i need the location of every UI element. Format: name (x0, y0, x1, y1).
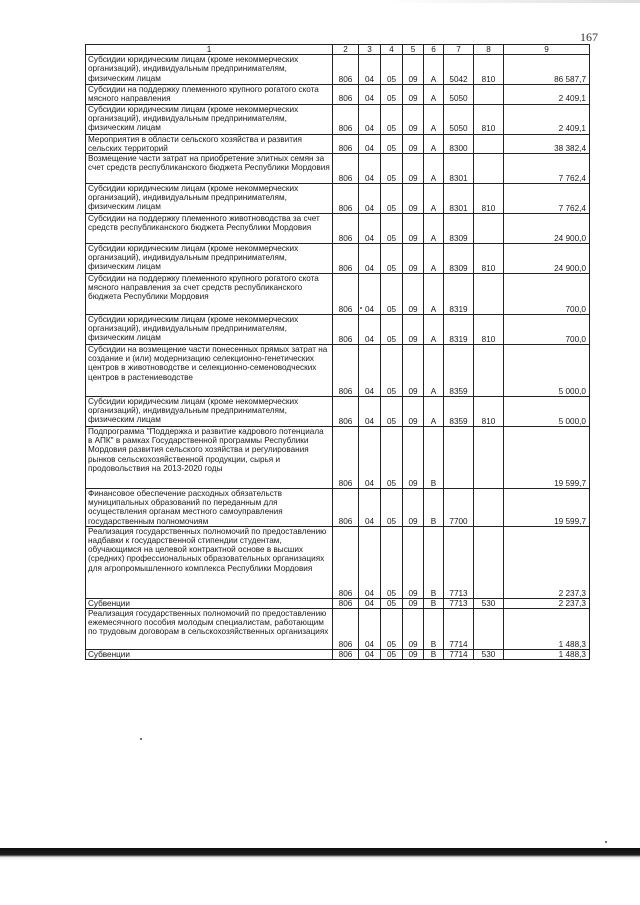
cell-description: Субсидии юридическим лицам (кроме некоммерческих организаций), индивидуальным предпринимателям, физическим лицам (86, 315, 333, 345)
cell-subprogram: А (424, 244, 444, 274)
cell-amount: 2 409,1 (504, 104, 590, 134)
table-row (86, 345, 590, 397)
cell-expense-type: 810 (474, 315, 504, 345)
cell-description: Субсидии юридическим лицам (кроме некоммерческих организаций), индивидуальным предпринимателям, физическим лицам (86, 184, 333, 214)
table-body (86, 55, 590, 660)
cell-subprogram: А (424, 397, 444, 427)
cell-subprogram: А (424, 134, 444, 153)
cell-amount: 38 382,4 (504, 134, 590, 153)
cell-amount: 86 587,7 (504, 55, 590, 85)
table-row (86, 397, 590, 427)
cell-amount: 19 599,7 (504, 427, 590, 489)
cell-section: 04 (359, 489, 381, 527)
cell-item-code: 8301 (444, 154, 474, 184)
cell-item-code: 8309 (444, 244, 474, 274)
cell-subprogram: В (424, 489, 444, 527)
cell-ministry-code: 806 (333, 214, 359, 244)
budget-table-container (85, 44, 589, 660)
cell-section: 04 (359, 609, 381, 650)
cell-expense-type: 530 (474, 650, 504, 660)
cell-expense-type (474, 274, 504, 315)
cell-program: 09 (403, 650, 424, 660)
cell-item-code: 5042 (444, 55, 474, 85)
cell-amount: 1 488,3 (504, 650, 590, 660)
cell-item-code: 8359 (444, 397, 474, 427)
column-header-3: 3 (359, 45, 381, 55)
cell-ministry-code: 806 (333, 489, 359, 527)
cell-subprogram: А (424, 214, 444, 244)
cell-item-code: 8309 (444, 214, 474, 244)
cell-subprogram: А (424, 104, 444, 134)
cell-subsection: 05 (381, 650, 403, 660)
cell-subprogram: А (424, 154, 444, 184)
cell-subsection: 05 (381, 489, 403, 527)
cell-description: Субсидии юридическим лицам (кроме некоммерческих организаций), индивидуальным предпринимателям, физическим лицам (86, 104, 333, 134)
cell-subprogram: В (424, 598, 444, 608)
cell-description: Субсидии юридическим лицам (кроме некоммерческих организаций), индивидуальным предпринимателям, физическим лицам (86, 397, 333, 427)
cell-subprogram: В (424, 427, 444, 489)
cell-subsection: 05 (381, 184, 403, 214)
cell-description: Реализация государственных полномочий по предоставлению надбавки к государственной стипендии студентам, обучающимся на целевой контрактной основе в высших (средних) профессиональных образовательных организациях для агропромышленного комплекса Республики Мордовия (86, 526, 333, 598)
scanner-shadow-bar (0, 848, 640, 905)
cell-description: Подпрограмма "Поддержка и развитие кадрового потенциала в АПК" в рамках Государственной программы Республики Мордовия развития сельского хозяйства и регулирования рынков сельскохозяйственной продукции, сырья и продовольствия на 2013-2020 годы (86, 427, 333, 489)
table-row (86, 598, 590, 608)
cell-amount: 2 237,3 (504, 598, 590, 608)
table-row (86, 526, 590, 598)
cell-expense-type (474, 489, 504, 527)
cell-item-code: 8300 (444, 134, 474, 153)
cell-program: 09 (403, 598, 424, 608)
cell-amount: 700,0 (504, 274, 590, 315)
cell-description: Возмещение части затрат на приобретение элитных семян за счет средств республиканского бюджета Республики Мордовия (86, 154, 333, 184)
cell-ministry-code: 806 (333, 184, 359, 214)
cell-program: 09 (403, 397, 424, 427)
table-row (86, 104, 590, 134)
cell-description: Субсидии на поддержку племенного крупного рогатого скота мясного направления (86, 85, 333, 104)
cell-program: 09 (403, 184, 424, 214)
cell-item-code: 7714 (444, 609, 474, 650)
cell-ministry-code: 806 (333, 526, 359, 598)
cell-program: 09 (403, 214, 424, 244)
scan-edge-top (0, 0, 640, 3)
cell-expense-type (474, 214, 504, 244)
budget-table (85, 44, 590, 660)
column-header-9: 9 (504, 45, 590, 55)
cell-section: 04 (359, 650, 381, 660)
table-row (86, 427, 590, 489)
table-row (86, 274, 590, 315)
cell-ministry-code: 806 (333, 104, 359, 134)
cell-subsection: 05 (381, 214, 403, 244)
cell-item-code: 5050 (444, 85, 474, 104)
cell-section: 04 (359, 244, 381, 274)
cell-expense-type (474, 85, 504, 104)
cell-expense-type (474, 609, 504, 650)
cell-section: 04 (359, 274, 381, 315)
cell-amount: 19 599,7 (504, 489, 590, 527)
cell-item-code: 7700 (444, 489, 474, 527)
table-row (86, 244, 590, 274)
cell-amount: 24 900,0 (504, 214, 590, 244)
table-row (86, 85, 590, 104)
column-header-2: 2 (333, 45, 359, 55)
cell-expense-type: 530 (474, 598, 504, 608)
cell-expense-type (474, 154, 504, 184)
cell-program: 09 (403, 489, 424, 527)
cell-subprogram: А (424, 184, 444, 214)
cell-amount: 2 409,1 (504, 85, 590, 104)
table-row (86, 489, 590, 527)
cell-section: 04 (359, 345, 381, 397)
cell-program: 09 (403, 134, 424, 153)
cell-item-code: 8319 (444, 315, 474, 345)
cell-ministry-code: 806 (333, 154, 359, 184)
cell-expense-type: 810 (474, 104, 504, 134)
cell-subprogram: А (424, 345, 444, 397)
cell-subsection: 05 (381, 397, 403, 427)
cell-description: Финансовое обеспечение расходных обязательств муниципальных образований по переданным для осуществления органам местного самоуправления государственным полномочиям (86, 489, 333, 527)
table-row (86, 315, 590, 345)
cell-program: 09 (403, 274, 424, 315)
cell-ministry-code: 806 (333, 244, 359, 274)
cell-description: Реализация государственных полномочий по предоставлению ежемесячного пособия молодым специалистам, работающим по трудовым договорам в сельскохозяйственных организациях (86, 609, 333, 650)
cell-subprogram: В (424, 650, 444, 660)
table-row (86, 650, 590, 660)
cell-section: 04 (359, 427, 381, 489)
cell-item-code: 7713 (444, 526, 474, 598)
cell-program: 09 (403, 609, 424, 650)
cell-description: Мероприятия в области сельского хозяйства и развития сельских территорий (86, 134, 333, 153)
scan-speck (140, 738, 142, 740)
cell-expense-type: 810 (474, 244, 504, 274)
cell-program: 09 (403, 154, 424, 184)
cell-section: 04 (359, 55, 381, 85)
cell-section: 04 (359, 154, 381, 184)
column-header-6: 6 (424, 45, 444, 55)
cell-section: 04 (359, 104, 381, 134)
cell-amount: 700,0 (504, 315, 590, 345)
cell-section: 04 (359, 397, 381, 427)
cell-subsection: 05 (381, 315, 403, 345)
table-header-row (86, 45, 590, 55)
cell-amount: 7 762,4 (504, 154, 590, 184)
cell-description: Субсидии на поддержку племенного животноводства за счет средств республиканского бюджета Республики Мордовия (86, 214, 333, 244)
table-row (86, 214, 590, 244)
table-row (86, 154, 590, 184)
cell-ministry-code: 806 (333, 134, 359, 153)
cell-ministry-code: 806 (333, 427, 359, 489)
cell-section: 04 (359, 214, 381, 244)
scan-speck (605, 841, 607, 843)
cell-section: 04 (359, 184, 381, 214)
cell-subsection: 05 (381, 274, 403, 315)
cell-section: 04 (359, 526, 381, 598)
cell-amount: 24 900,0 (504, 244, 590, 274)
cell-section: 04 (359, 134, 381, 153)
cell-subsection: 05 (381, 85, 403, 104)
cell-program: 09 (403, 427, 424, 489)
cell-section: 04 (359, 85, 381, 104)
cell-ministry-code: 806 (333, 397, 359, 427)
cell-amount: 5 000,0 (504, 397, 590, 427)
cell-program: 09 (403, 526, 424, 598)
cell-description: Субвенции (86, 650, 333, 660)
cell-subsection: 05 (381, 244, 403, 274)
cell-subsection: 05 (381, 55, 403, 85)
cell-subsection: 05 (381, 154, 403, 184)
cell-ministry-code: 806 (333, 345, 359, 397)
cell-item-code: 5050 (444, 104, 474, 134)
cell-subsection: 05 (381, 526, 403, 598)
column-header-5: 5 (403, 45, 424, 55)
cell-section: 04 (359, 598, 381, 608)
scan-speck (360, 307, 362, 309)
cell-subsection: 05 (381, 345, 403, 397)
cell-program: 09 (403, 315, 424, 345)
cell-item-code: 7714 (444, 650, 474, 660)
cell-ministry-code: 806 (333, 85, 359, 104)
cell-item-code: 8359 (444, 345, 474, 397)
cell-description: Субсидии юридическим лицам (кроме некоммерческих организаций), индивидуальным предпринимателям, физическим лицам (86, 244, 333, 274)
cell-expense-type: 810 (474, 397, 504, 427)
page-number: 167 (580, 30, 598, 44)
column-header-7: 7 (444, 45, 474, 55)
cell-amount: 2 237,3 (504, 526, 590, 598)
cell-item-code (444, 427, 474, 489)
table-row (86, 609, 590, 650)
cell-subprogram: А (424, 315, 444, 345)
cell-item-code: 8319 (444, 274, 474, 315)
cell-subsection: 05 (381, 104, 403, 134)
cell-subprogram: А (424, 55, 444, 85)
cell-item-code: 8301 (444, 184, 474, 214)
column-header-1: 1 (86, 45, 333, 55)
cell-ministry-code: 806 (333, 315, 359, 345)
cell-expense-type: 810 (474, 184, 504, 214)
cell-ministry-code: 806 (333, 274, 359, 315)
table-row (86, 134, 590, 153)
cell-ministry-code: 806 (333, 598, 359, 608)
cell-program: 09 (403, 55, 424, 85)
table-row (86, 55, 590, 85)
cell-program: 09 (403, 244, 424, 274)
cell-subprogram: А (424, 85, 444, 104)
cell-ministry-code: 806 (333, 55, 359, 85)
cell-section: 04 (359, 315, 381, 345)
cell-expense-type (474, 345, 504, 397)
cell-ministry-code: 806 (333, 609, 359, 650)
cell-program: 09 (403, 345, 424, 397)
cell-subprogram: В (424, 526, 444, 598)
cell-subsection: 05 (381, 427, 403, 489)
cell-subsection: 05 (381, 609, 403, 650)
cell-amount: 7 762,4 (504, 184, 590, 214)
cell-item-code: 7713 (444, 598, 474, 608)
cell-program: 09 (403, 104, 424, 134)
cell-description: Субсидии юридическим лицам (кроме некоммерческих организаций), индивидуальным предпринимателям, физическим лицам (86, 55, 333, 85)
table-row (86, 184, 590, 214)
cell-description: Субвенции (86, 598, 333, 608)
cell-subsection: 05 (381, 134, 403, 153)
cell-ministry-code: 806 (333, 650, 359, 660)
cell-expense-type (474, 134, 504, 153)
cell-amount: 1 488,3 (504, 609, 590, 650)
cell-expense-type: 810 (474, 55, 504, 85)
cell-subprogram: В (424, 609, 444, 650)
cell-expense-type (474, 427, 504, 489)
cell-amount: 5 000,0 (504, 345, 590, 397)
column-header-4: 4 (381, 45, 403, 55)
cell-expense-type (474, 526, 504, 598)
cell-description: Субсидии на возмещение части понесенных прямых затрат на создание и (или) модернизацию селекционно-генетических центров в животноводстве и селекционно-семеноводческих центров в растениеводстве (86, 345, 333, 397)
cell-subprogram: А (424, 274, 444, 315)
cell-description: Субсидии на поддержку племенного крупного рогатого скота мясного направления за счет средств республиканского бюджета Республики Мордовия (86, 274, 333, 315)
cell-subsection: 05 (381, 598, 403, 608)
cell-program: 09 (403, 85, 424, 104)
column-header-8: 8 (474, 45, 504, 55)
